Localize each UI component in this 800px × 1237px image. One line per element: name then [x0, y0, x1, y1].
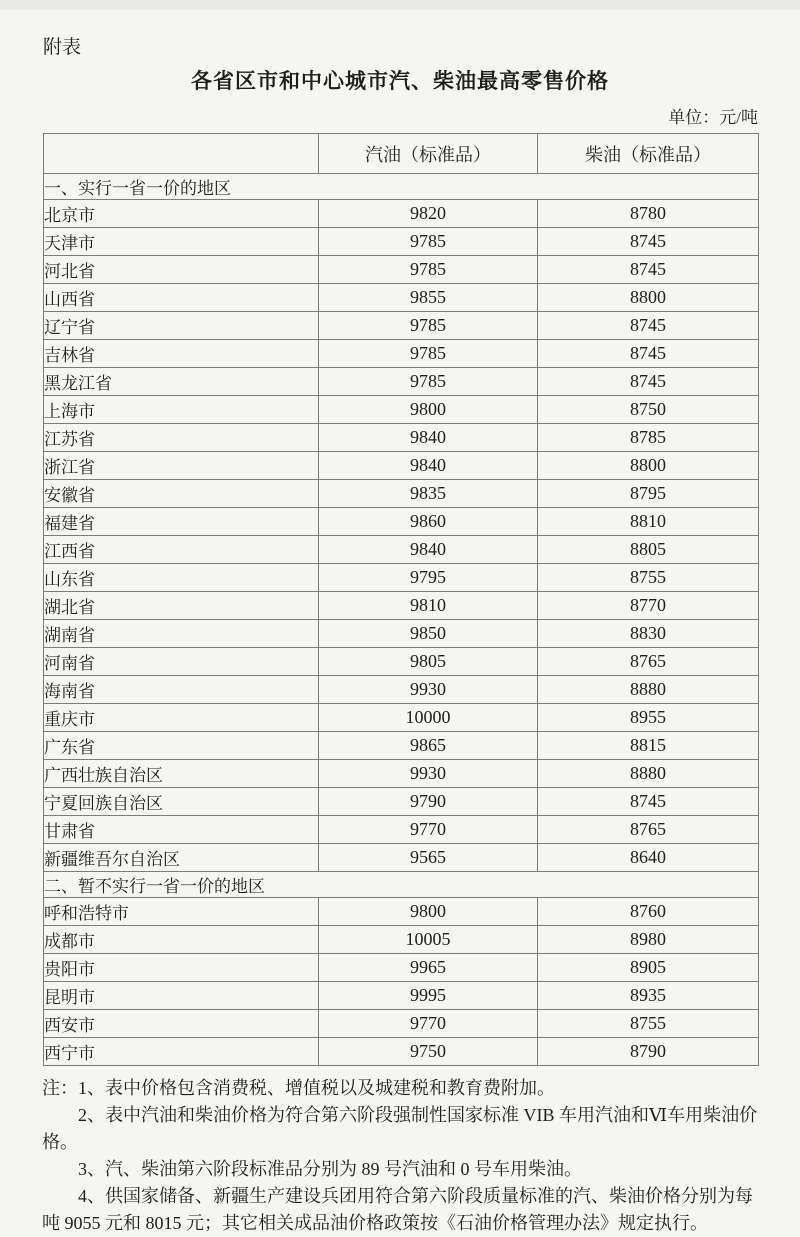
- region-name: 北京市: [44, 200, 319, 228]
- diesel-price: 8955: [538, 704, 759, 732]
- gasoline-price: 9865: [319, 732, 538, 760]
- note-line: 2、表中汽油和柴油价格为符合第六阶段强制性国家标准 VIB 车用汽油和Ⅵ车用柴油价格。: [42, 1105, 758, 1152]
- table-row: [44, 788, 759, 816]
- diesel-price: 8800: [538, 284, 759, 312]
- region-name: 重庆市: [44, 704, 319, 732]
- diesel-price: 8765: [538, 816, 759, 844]
- diesel-price: 8745: [538, 368, 759, 396]
- note-line: 注：1、表中价格包含消费税、增值税以及城建税和教育费附加。: [42, 1078, 555, 1098]
- gasoline-price: 9800: [319, 898, 538, 926]
- table-row: [44, 312, 759, 340]
- region-name: 广东省: [44, 732, 319, 760]
- region-name: 广西壮族自治区: [44, 760, 319, 788]
- region-name: 山西省: [44, 284, 319, 312]
- region-name: 天津市: [44, 228, 319, 256]
- region-name: 河南省: [44, 648, 319, 676]
- gasoline-price: 10005: [319, 926, 538, 954]
- diesel-price: 8880: [538, 676, 759, 704]
- diesel-price: 8745: [538, 340, 759, 368]
- gasoline-price: 9785: [319, 312, 538, 340]
- gasoline-price: 9840: [319, 424, 538, 452]
- gasoline-price: 9820: [319, 200, 538, 228]
- table-row: [44, 452, 759, 480]
- region-name: 江苏省: [44, 424, 319, 452]
- gasoline-price: 9810: [319, 592, 538, 620]
- table-row: [44, 508, 759, 536]
- table-row: [44, 982, 759, 1010]
- gasoline-price: 9840: [319, 536, 538, 564]
- table-row: [44, 954, 759, 982]
- gasoline-price: 9855: [319, 284, 538, 312]
- region-name: 新疆维吾尔自治区: [44, 844, 319, 872]
- diesel-price: 8905: [538, 954, 759, 982]
- region-name: 湖南省: [44, 620, 319, 648]
- table-row: [44, 704, 759, 732]
- region-name: 甘肃省: [44, 816, 319, 844]
- region-name: 浙江省: [44, 452, 319, 480]
- diesel-price: 8810: [538, 508, 759, 536]
- gasoline-price: 9785: [319, 228, 538, 256]
- gasoline-price: 9785: [319, 368, 538, 396]
- section-label: 二、暂不实行一省一价的地区: [44, 872, 759, 898]
- note-line: 4、供国家储备、新疆生产建设兵团用符合第六阶段质量标准的汽、柴油价格分别为每吨 9055 元和 8015 元；其它相关成品油价格政策按《石油价格管理办法》规定执行。: [42, 1186, 753, 1233]
- gasoline-price: 9965: [319, 954, 538, 982]
- appendix-label: 附表: [43, 37, 82, 58]
- photo-edge-strip: [0, 0, 800, 10]
- table-row: [44, 592, 759, 620]
- diesel-price: 8765: [538, 648, 759, 676]
- gasoline-price: 9565: [319, 844, 538, 872]
- diesel-price: 8755: [538, 1010, 759, 1038]
- gasoline-price: 9995: [319, 982, 538, 1010]
- diesel-price: 8815: [538, 732, 759, 760]
- gasoline-price: 9850: [319, 620, 538, 648]
- table-row: [44, 1010, 759, 1038]
- col-header-region: [44, 134, 319, 174]
- table-header-row: [44, 134, 759, 174]
- gasoline-price: 9770: [319, 816, 538, 844]
- table-row: [44, 340, 759, 368]
- table-row: [44, 284, 759, 312]
- region-name: 湖北省: [44, 592, 319, 620]
- gasoline-price: 9930: [319, 760, 538, 788]
- region-name: 吉林省: [44, 340, 319, 368]
- gasoline-price: 9770: [319, 1010, 538, 1038]
- diesel-price: 8770: [538, 592, 759, 620]
- table-row: [44, 648, 759, 676]
- diesel-price: 8780: [538, 200, 759, 228]
- table-row: [44, 676, 759, 704]
- gasoline-price: 9930: [319, 676, 538, 704]
- region-name: 上海市: [44, 396, 319, 424]
- diesel-price: 8750: [538, 396, 759, 424]
- region-name: 安徽省: [44, 480, 319, 508]
- diesel-price: 8745: [538, 788, 759, 816]
- region-name: 海南省: [44, 676, 319, 704]
- section-row: [44, 872, 759, 898]
- region-name: 福建省: [44, 508, 319, 536]
- table-row: [44, 396, 759, 424]
- section-row: [44, 174, 759, 200]
- section-label: 一、实行一省一价的地区: [44, 174, 759, 200]
- diesel-price: 8830: [538, 620, 759, 648]
- table-row: [44, 536, 759, 564]
- region-name: 山东省: [44, 564, 319, 592]
- diesel-price: 8800: [538, 452, 759, 480]
- page-title: 各省区市和中心城市汽、柴油最高零售价格: [191, 69, 609, 93]
- table-row: [44, 898, 759, 926]
- table-row: [44, 480, 759, 508]
- gasoline-price: 9805: [319, 648, 538, 676]
- table-row: [44, 1038, 759, 1066]
- diesel-price: 8880: [538, 760, 759, 788]
- table-row: [44, 732, 759, 760]
- gasoline-price: 9750: [319, 1038, 538, 1066]
- price-table: [43, 133, 759, 1066]
- diesel-price: 8640: [538, 844, 759, 872]
- diesel-price: 8980: [538, 926, 759, 954]
- diesel-price: 8795: [538, 480, 759, 508]
- gasoline-price: 9835: [319, 480, 538, 508]
- table-row: [44, 256, 759, 284]
- diesel-price: 8785: [538, 424, 759, 452]
- table-row: [44, 816, 759, 844]
- gasoline-price: 9860: [319, 508, 538, 536]
- gasoline-price: 9795: [319, 564, 538, 592]
- region-name: 贵阳市: [44, 954, 319, 982]
- price-table-body: [44, 174, 759, 1066]
- table-row: [44, 620, 759, 648]
- diesel-price: 8745: [538, 256, 759, 284]
- region-name: 西安市: [44, 1010, 319, 1038]
- region-name: 西宁市: [44, 1038, 319, 1066]
- table-row: [44, 760, 759, 788]
- table-row: [44, 926, 759, 954]
- unit-label: 单位：元/吨: [668, 108, 758, 127]
- region-name: 呼和浩特市: [44, 898, 319, 926]
- gasoline-price: 9800: [319, 396, 538, 424]
- col-header-gasoline: 汽油（标准品）: [319, 134, 538, 174]
- diesel-price: 8745: [538, 228, 759, 256]
- diesel-price: 8935: [538, 982, 759, 1010]
- diesel-price: 8745: [538, 312, 759, 340]
- region-name: 黑龙江省: [44, 368, 319, 396]
- table-row: [44, 200, 759, 228]
- diesel-price: 8760: [538, 898, 759, 926]
- region-name: 河北省: [44, 256, 319, 284]
- table-row: [44, 564, 759, 592]
- table-row: [44, 844, 759, 872]
- diesel-price: 8805: [538, 536, 759, 564]
- table-row: [44, 424, 759, 452]
- region-name: 宁夏回族自治区: [44, 788, 319, 816]
- gasoline-price: 9785: [319, 256, 538, 284]
- region-name: 成都市: [44, 926, 319, 954]
- diesel-price: 8790: [538, 1038, 759, 1066]
- table-row: [44, 368, 759, 396]
- region-name: 昆明市: [44, 982, 319, 1010]
- region-name: 辽宁省: [44, 312, 319, 340]
- col-header-diesel: 柴油（标准品）: [538, 134, 759, 174]
- gasoline-price: 9785: [319, 340, 538, 368]
- notes: [42, 1075, 760, 1237]
- region-name: 江西省: [44, 536, 319, 564]
- note-line: 3、汽、柴油第六阶段标准品分别为 89 号汽油和 0 号车用柴油。: [78, 1159, 582, 1179]
- gasoline-price: 9790: [319, 788, 538, 816]
- table-row: [44, 228, 759, 256]
- gasoline-price: 10000: [319, 704, 538, 732]
- diesel-price: 8755: [538, 564, 759, 592]
- gasoline-price: 9840: [319, 452, 538, 480]
